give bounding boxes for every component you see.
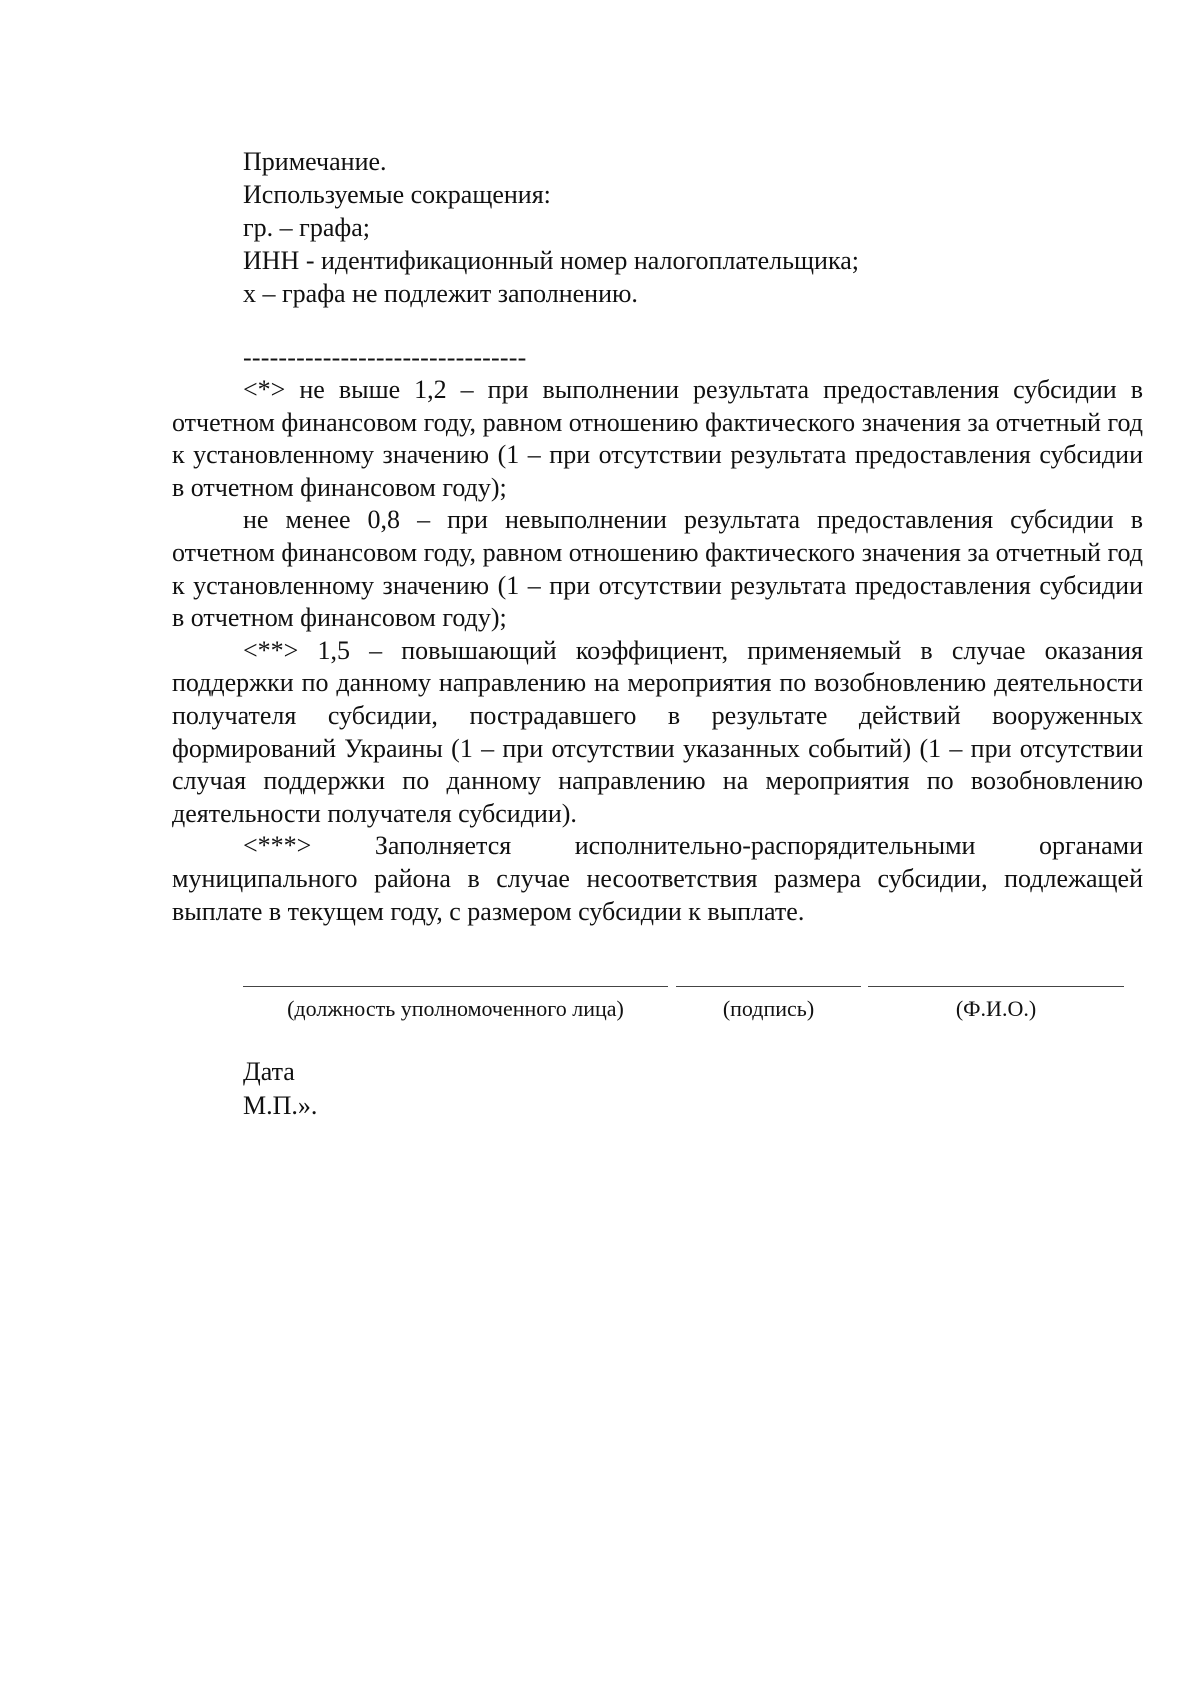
abbreviations-heading: Используемые сокращения: — [243, 180, 551, 209]
position-signature-line — [243, 986, 668, 989]
abbreviation-item: х – графа не подлежит заполнению. — [243, 279, 638, 308]
footnote-1-continued: не менее 0,8 – при невыполнении результата предоставления субсидии в отчетном финансовом году, равном отношению фактического значения за отчетный год к установленному значению (1 – при отсутствии результата предоставления субсидии в отчетном финансовом году); — [172, 505, 1143, 633]
bottom-block — [243, 1055, 317, 1123]
position-caption: (должность уполномоченного лица) — [287, 996, 624, 1021]
signature-line — [676, 986, 861, 989]
note-block — [243, 145, 1123, 310]
footnote-1: <*> не выше 1,2 – при выполнении результата предоставления субсидии в отчетном финансовом году, равном отношению фактического значения за отчетный год к установленному значению (1 – при отсутствии результата предоставления субсидии в отчетном финансовом году); — [172, 375, 1143, 502]
abbreviation-item: ИНН - идентификационный номер налогоплательщика; — [243, 246, 859, 275]
footnotes — [172, 374, 1143, 928]
name-signature-line — [868, 986, 1124, 989]
abbreviation-item: гр. – графа; — [243, 213, 370, 242]
footnote-3: <***> Заполняется исполнительно-распорядительными органами муниципального района в случае несоответствия размера субсидии, подлежащей выплате в текущем году, с размером субсидии к выплате. — [172, 831, 1143, 926]
note-title: Примечание. — [243, 147, 387, 176]
footnote-2: <**> 1,5 – повышающий коэффициент, применяемый в случае оказания поддержки по данному направлению на мероприятия по возобновлению деятельности получателя субсидии, пострадавшего в результате действий вооруженных формирований Украины (1 – при отсутствии указанных событий) (1 – при отсутствии случая поддержки по данному направлению на мероприятия по возобновлению деятельности получателя субсидии). — [172, 635, 1143, 828]
date-label: Дата — [243, 1057, 295, 1086]
stamp-label: М.П.». — [243, 1091, 318, 1120]
name-caption: (Ф.И.О.) — [955, 996, 1037, 1021]
footnote-separator: -------------------------------- — [243, 343, 527, 372]
signature-caption: (подпись) — [722, 996, 815, 1021]
